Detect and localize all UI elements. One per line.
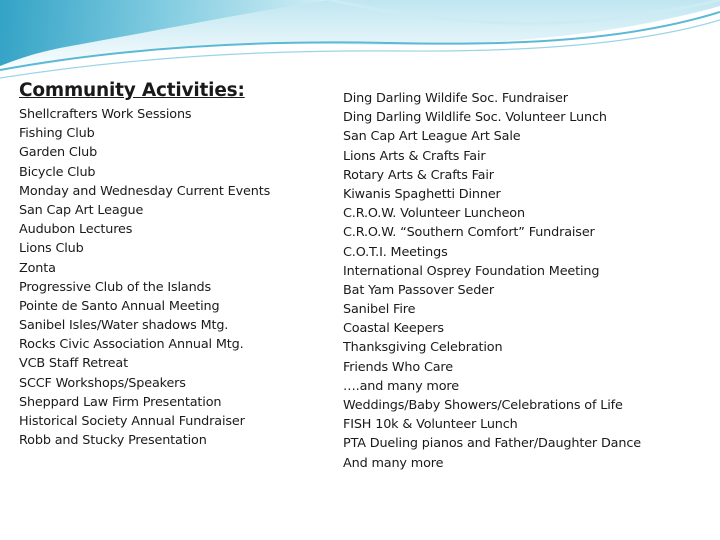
list-item: PTA Dueling pianos and Father/Daughter Dance: [343, 436, 641, 452]
list-item: Ding Darling Wildife Soc. Fundraiser: [343, 91, 568, 106]
list-item: San Cap Art League: [19, 202, 144, 218]
list-item: Robb and Stucky Presentation: [19, 433, 207, 449]
left-activity-list: [19, 105, 270, 450]
list-item: Kiwanis Spaghetti Dinner: [343, 186, 501, 202]
list-item: Historical Society Annual Fundraiser: [19, 414, 245, 429]
list-item: Rotary Arts & Crafts Fair: [343, 167, 494, 183]
list-item: Sheppard Law Firm Presentation: [19, 394, 222, 410]
list-item: Audubon Lectures: [19, 222, 133, 238]
list-item: Bat Yam Passover Seder: [343, 282, 495, 298]
page-title: Community Activities:: [19, 80, 245, 101]
list-item: Weddings/Baby Showers/Celebrations of Life: [343, 398, 623, 413]
list-item: Bicycle Club: [19, 164, 96, 180]
list-item: Zonta: [19, 260, 56, 276]
list-item: International Osprey Foundation Meeting: [343, 263, 600, 279]
list-item: Thanksgiving Celebration: [343, 340, 503, 356]
list-item: Rocks Civic Association Annual Mtg.: [19, 337, 244, 353]
list-item: Ding Darling Wildlife Soc. Volunteer Lunch: [343, 110, 607, 126]
list-item: Sanibel Isles/Water shadows Mtg.: [19, 318, 229, 334]
list-item: SCCF Workshops/Speakers: [19, 375, 186, 391]
list-item: C.R.O.W. Volunteer Luncheon: [343, 206, 525, 222]
list-item: Lions Club: [19, 241, 84, 257]
list-item: ….and many more: [343, 378, 459, 394]
list-item: Lions Arts & Crafts Fair: [343, 148, 486, 164]
list-item: FISH 10k & Volunteer Lunch: [343, 417, 518, 433]
list-item: And many more: [343, 455, 444, 471]
list-item: C.O.T.I. Meetings: [343, 244, 448, 260]
list-item: Fishing Club: [19, 126, 95, 142]
decorative-wave-banner: [0, 0, 720, 90]
list-item: Pointe de Santo Annual Meeting: [19, 298, 220, 314]
list-item: Sanibel Fire: [343, 302, 416, 318]
list-item: San Cap Art League Art Sale: [343, 129, 521, 145]
list-item: Monday and Wednesday Current Events: [19, 183, 271, 199]
list-item: Coastal Keepers: [343, 321, 444, 337]
list-item: Friends Who Care: [343, 359, 453, 375]
list-item: Garden Club: [19, 145, 98, 161]
list-item: C.R.O.W. “Southern Comfort” Fundraiser: [343, 225, 595, 241]
right-activity-list: [343, 89, 641, 473]
list-item: Progressive Club of the Islands: [19, 279, 212, 295]
list-item: VCB Staff Retreat: [19, 356, 128, 372]
list-item: Shellcrafters Work Sessions: [19, 107, 192, 122]
